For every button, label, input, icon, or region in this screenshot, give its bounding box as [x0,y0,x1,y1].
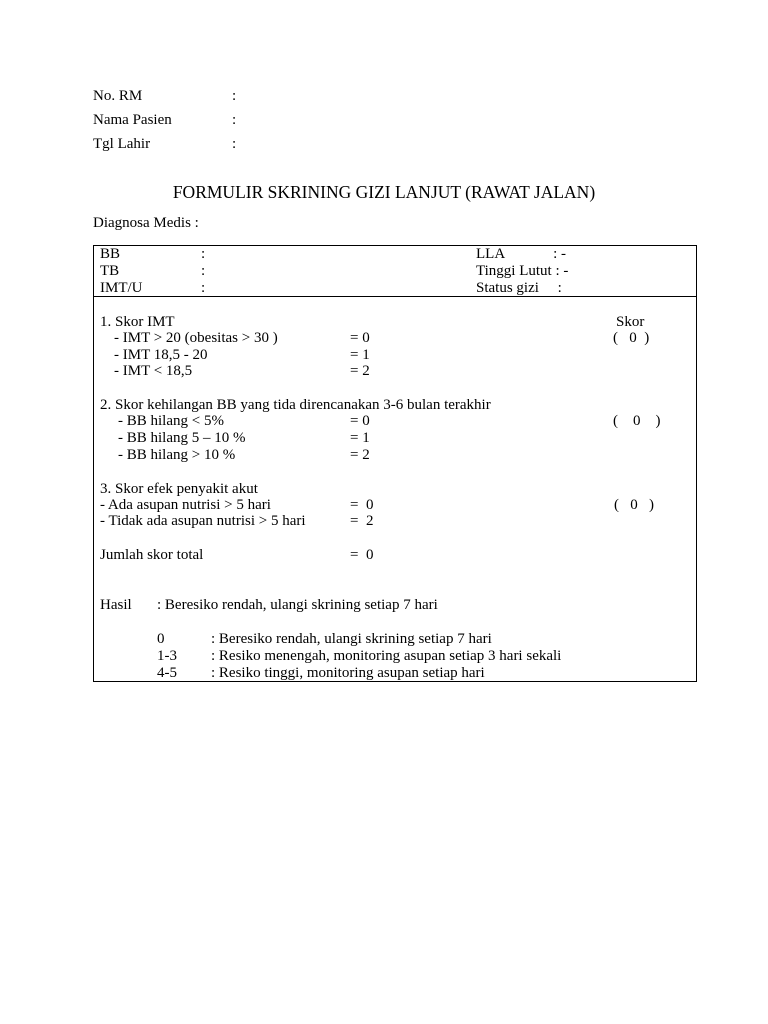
section1-title: 1. Skor IMT [100,314,175,330]
legend-range-3: 4-5 [157,665,177,681]
status-gizi-field: Status gizi : [476,280,562,296]
legend-range-2: 1-3 [157,648,177,664]
section3-item-1-label: - Ada asupan nutrisi > 5 hari [100,497,271,513]
section2-item-3-label: - BB hilang > 10 % [118,447,236,463]
section1-item-3-label: - IMT < 18,5 [114,363,193,379]
legend-desc-3: : Resiko tinggi, monitoring asupan setiap hari [211,665,485,681]
tinggi-lutut-field: Tinggi Lutut : - [476,263,569,279]
section3-item-1-value: = 0 [350,497,374,513]
skor-header: Skor [616,314,645,330]
form-title: FORMULIR SKRINING GIZI LANJUT (RAWAT JALAN) [172,182,596,202]
section1-item-1-label: - IMT > 20 (obesitas > 30 ) [114,330,278,346]
legend-desc-1: : Beresiko rendah, ulangi skrining setiap 7 hari [211,631,492,647]
hasil-value: : Beresiko rendah, ulangi skrining setiap 7 hari [157,597,438,613]
section2-title: 2. Skor kehilangan BB yang tida direncanakan 3-6 bulan terakhir [100,397,491,413]
section3-title: 3. Skor efek penyakit akut [100,481,258,497]
section2-score: ( 0 ) [613,413,661,429]
tb-colon: : [201,263,206,279]
section3-item-2-label: - Tidak ada asupan nutrisi > 5 hari [100,513,306,529]
section1-score: ( 0 ) [613,330,650,346]
bb-colon: : [201,246,206,262]
section1-item-2-label: - IMT 18,5 - 20 [114,347,208,363]
section2-item-1-label: - BB hilang < 5% [118,413,224,429]
hasil-label: Hasil [100,597,132,613]
diagnosa-medis-label: Diagnosa Medis : [93,215,199,231]
section3-item-2-value: = 2 [350,513,374,529]
tgl-lahir-label: Tgl Lahir [93,136,151,152]
imt-colon: : [201,280,206,296]
no-rm-label: No. RM [93,88,143,104]
section2-item-1-value: = 0 [350,413,370,429]
total-value: = 0 [350,547,374,563]
imt-label: IMT/U [100,280,143,296]
total-label: Jumlah skor total [100,547,204,563]
nama-pasien-label: Nama Pasien [93,112,172,128]
form-divider [93,296,697,297]
no-rm-colon: : [232,88,237,104]
section2-item-2-label: - BB hilang 5 – 10 % [118,430,246,446]
lla-field: LLA : - [476,246,566,262]
legend-range-1: 0 [157,631,165,647]
section1-item-3-value: = 2 [350,363,370,379]
legend-desc-2: : Resiko menengah, monitoring asupan setiap 3 hari sekali [211,648,562,664]
nama-pasien-colon: : [232,112,237,128]
section3-score: ( 0 ) [614,497,654,513]
section2-item-3-value: = 2 [350,447,370,463]
form-box [93,245,697,682]
tgl-lahir-colon: : [232,136,237,152]
tb-label: TB [100,263,120,279]
section1-item-2-value: = 1 [350,347,370,363]
section1-item-1-value: = 0 [350,330,370,346]
section2-item-2-value: = 1 [350,430,370,446]
bb-label: BB [100,246,121,262]
